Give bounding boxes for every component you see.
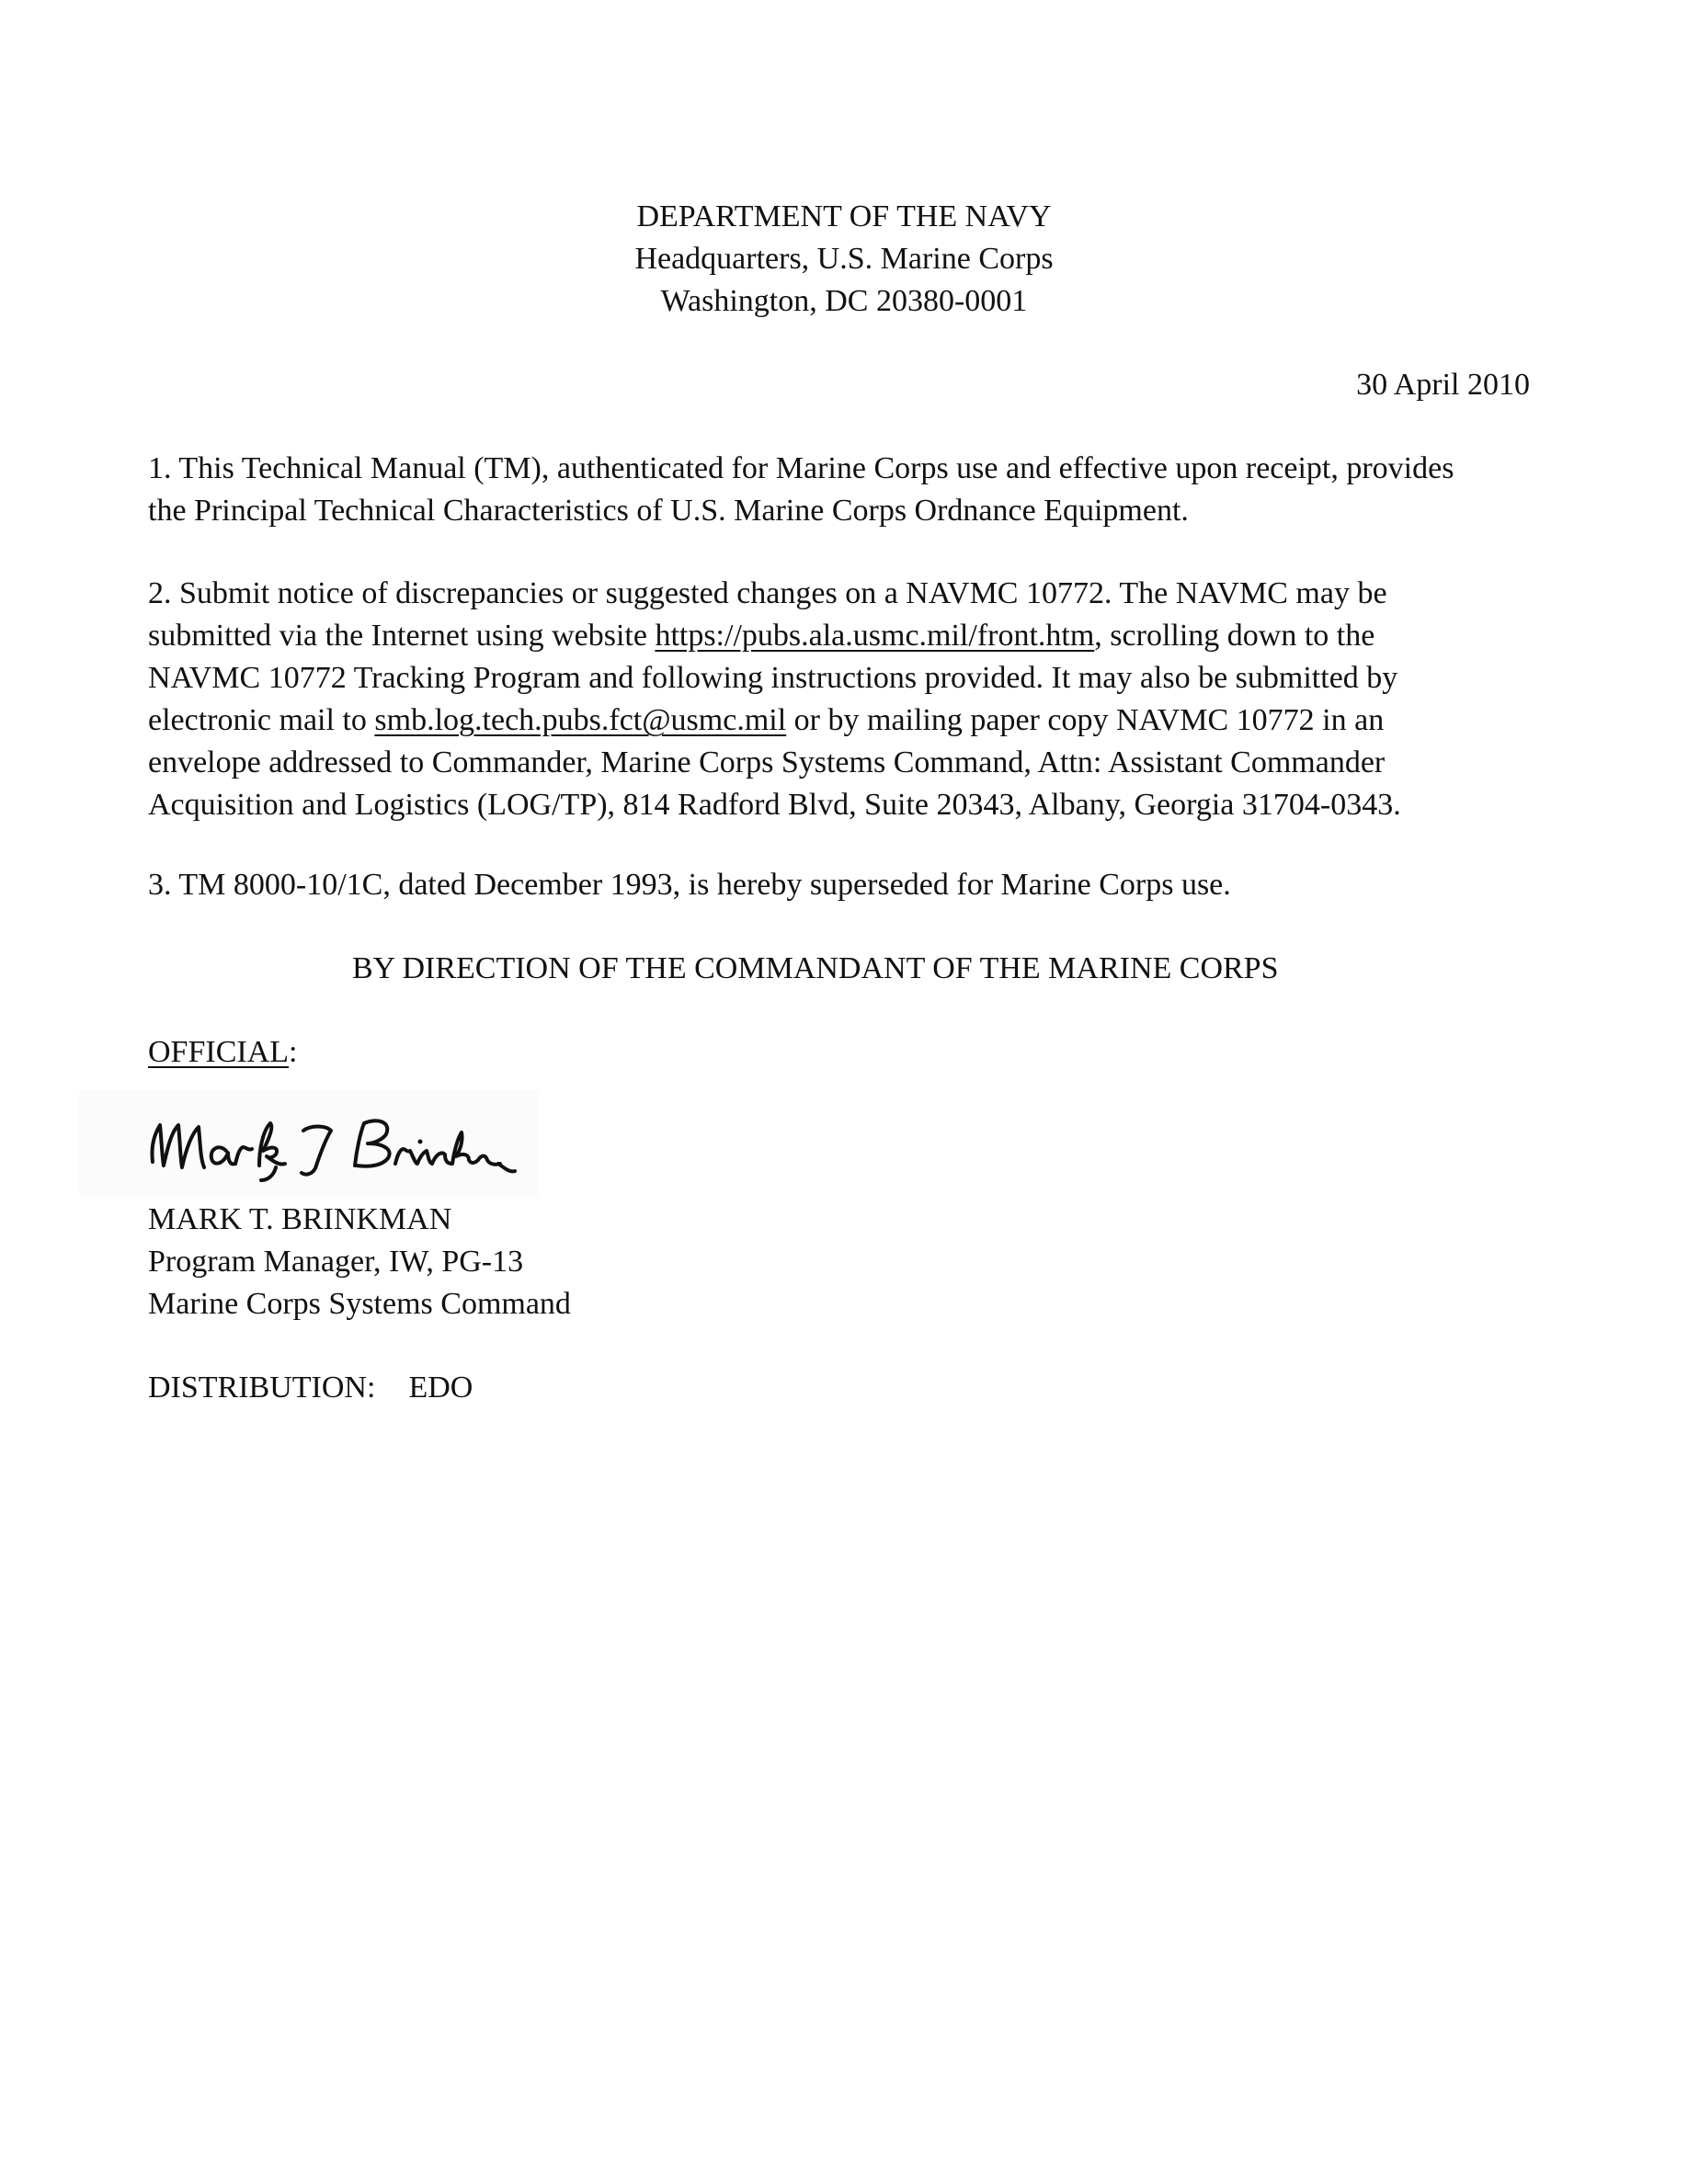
direction-line: BY DIRECTION OF THE COMMANDANT OF THE MARINE CORPS xyxy=(352,951,1279,985)
headquarters-line: Headquarters, U.S. Marine Corps xyxy=(634,242,1054,276)
distribution-line xyxy=(148,1367,473,1409)
paragraph-1 xyxy=(148,448,1545,532)
official-colon: : xyxy=(289,1035,298,1069)
website-link[interactable]: https://pubs.ala.usmc.mil/front.htm xyxy=(655,619,1095,653)
paragraph-2-line-6: Acquisition and Logistics (LOG/TP), 814 Radford Blvd, Suite 20343, Albany, Georgia 31704-0343. xyxy=(148,788,1401,822)
signatory-title: Program Manager, IW, PG-13 xyxy=(148,1245,524,1279)
department-heading: DEPARTMENT OF THE NAVY xyxy=(636,199,1052,233)
paragraph-3-line: 3. TM 8000-10/1C, dated December 1993, is hereby superseded for Marine Corps use. xyxy=(148,868,1231,902)
distribution-label: DISTRIBUTION: xyxy=(148,1371,376,1405)
signature-graphic xyxy=(79,1090,539,1197)
official-label-line xyxy=(148,1031,297,1074)
paragraph-2-line-2 xyxy=(148,615,1545,657)
paragraph-2-line-5: envelope addressed to Commander, Marine Corps Systems Command, Attn: Assistant Commander xyxy=(148,745,1386,779)
paragraph-2-line-2-after: , scrolling down to the xyxy=(1094,619,1375,653)
distribution-value: EDO xyxy=(408,1371,473,1405)
address-line: Washington, DC 20380-0001 xyxy=(660,284,1028,318)
paragraph-2-line-2-before: submitted via the Internet using website xyxy=(148,619,656,653)
signature-image xyxy=(79,1090,539,1197)
paragraph-2-line-3: NAVMC 10772 Tracking Program and following instructions provided. It may also be submitted by xyxy=(148,661,1398,695)
official-label: OFFICIAL xyxy=(148,1035,290,1069)
signatory-organization: Marine Corps Systems Command xyxy=(148,1287,571,1321)
paragraph-1-line-2: the Principal Technical Characteristics of U.S. Marine Corps Ordnance Equipment. xyxy=(148,494,1189,528)
paragraph-2-line-4-after: or by mailing paper copy NAVMC 10772 in an xyxy=(786,703,1385,737)
paragraph-2 xyxy=(148,573,1545,826)
email-link[interactable]: smb.log.tech.pubs.fct@usmc.mil xyxy=(374,703,787,737)
signatory-name: MARK T. BRINKMAN xyxy=(148,1202,452,1236)
paragraph-3 xyxy=(148,864,1545,906)
document-date: 30 April 2010 xyxy=(1356,368,1530,402)
paragraph-1-line-1: 1. This Technical Manual (TM), authenticated for Marine Corps use and effective upon receipt, provides xyxy=(148,451,1454,485)
paragraph-2-line-4 xyxy=(148,700,1545,742)
paragraph-2-line-4-before: electronic mail to xyxy=(148,703,375,737)
paragraph-2-line-1: 2. Submit notice of discrepancies or suggested changes on a NAVMC 10772. The NAVMC may be xyxy=(148,576,1387,610)
